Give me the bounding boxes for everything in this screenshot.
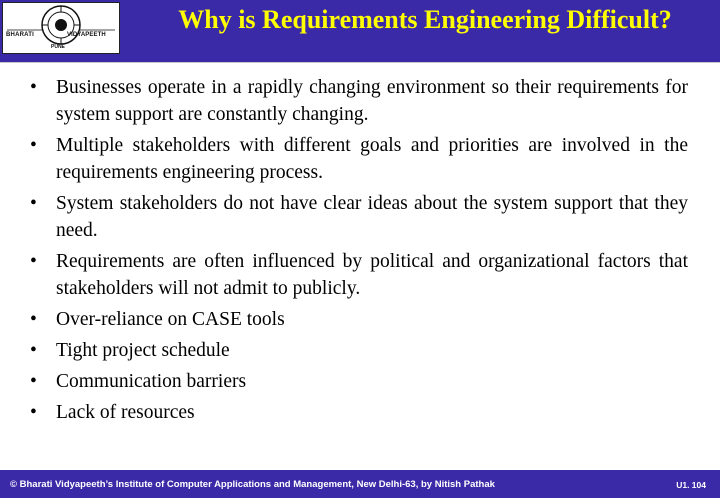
bullet-dot-icon: • bbox=[30, 402, 37, 423]
bullet-dot-icon: • bbox=[30, 251, 37, 272]
bullet-text: System stakeholders do not have clear ideas about the system support that they need. bbox=[56, 193, 688, 241]
bullet-item bbox=[30, 337, 688, 364]
bullet-dot-icon: • bbox=[30, 309, 37, 330]
bullet-item bbox=[30, 248, 688, 302]
bullet-text: Requirements are often influenced by political and organizational factors that stakeholders will not admit to publicly. bbox=[56, 251, 688, 299]
institute-logo bbox=[2, 2, 120, 54]
bullet-text: Multiple stakeholders with different goals and priorities are involved in the requirements engineering process. bbox=[56, 135, 688, 183]
slide-footer bbox=[0, 470, 720, 498]
logo-bottom-text: PUNE bbox=[51, 44, 65, 50]
bullet-dot-icon: • bbox=[30, 77, 37, 98]
bullet-item bbox=[30, 190, 688, 244]
bullet-text: Tight project schedule bbox=[56, 340, 230, 361]
slide-header bbox=[0, 0, 720, 62]
logo-left-text: BHARATI bbox=[6, 32, 34, 38]
bullet-list bbox=[30, 74, 688, 430]
slide-title: Why is Requirements Engineering Difficult? bbox=[178, 5, 672, 34]
bullet-text: Communication barriers bbox=[56, 371, 247, 392]
bullet-item bbox=[30, 368, 688, 395]
bullet-dot-icon: • bbox=[30, 340, 37, 361]
bullet-item bbox=[30, 306, 688, 333]
bullet-text: Over-reliance on CASE tools bbox=[56, 309, 285, 330]
header-divider bbox=[0, 62, 720, 67]
bullet-text: Lack of resources bbox=[56, 402, 195, 423]
bullet-item bbox=[30, 399, 688, 426]
footer-copyright: © Bharati Vidyapeeth’s Institute of Computer Applications and Management, New Delhi-63, by Nitish Pathak bbox=[10, 479, 495, 490]
bullet-item bbox=[30, 132, 688, 186]
bullet-dot-icon: • bbox=[30, 193, 37, 214]
slide-number: U1. 104 bbox=[676, 480, 706, 490]
bullet-item bbox=[30, 74, 688, 128]
bullet-dot-icon: • bbox=[30, 135, 37, 156]
bullet-dot-icon: • bbox=[30, 371, 37, 392]
logo-right-text: VIDYAPEETH bbox=[67, 32, 106, 38]
bullet-text: Businesses operate in a rapidly changing environment so their requirements for system support are constantly changing. bbox=[56, 77, 688, 125]
